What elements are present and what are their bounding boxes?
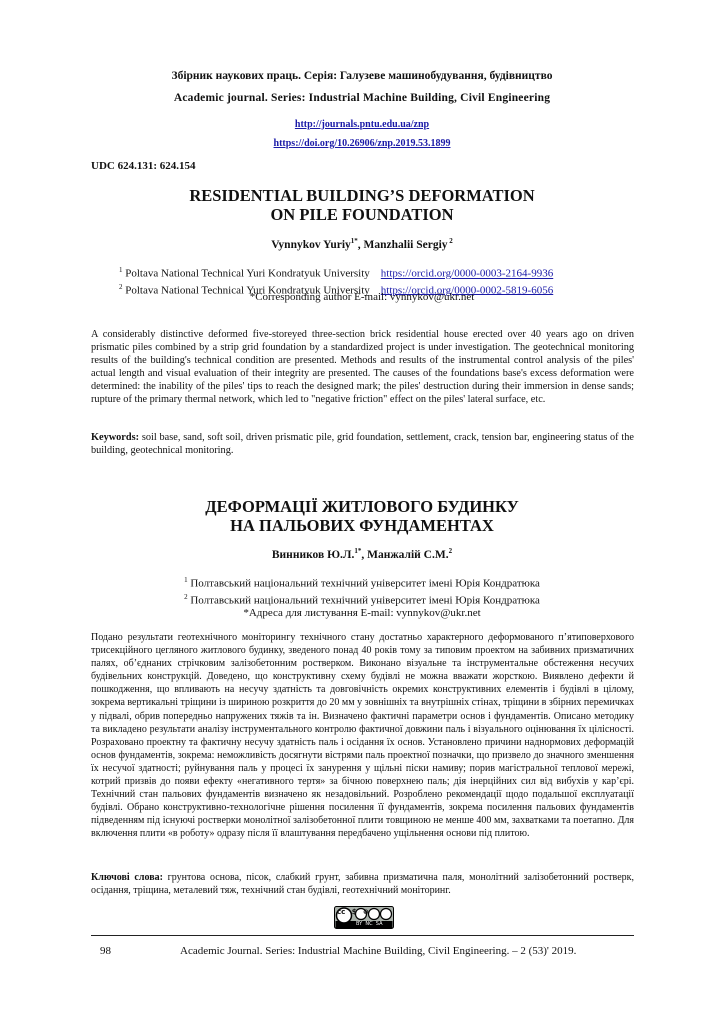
cc-license-badge[interactable]	[334, 906, 394, 929]
ukrainian-keywords-text: грунтова основа, пісок, слабкий грунт, забивна призматична паля, монолітний залізобетонний ростверк, осідання, тріщина, металевий тяж, технічний стан будівлі, геотехнічний моніторинг.	[91, 872, 634, 897]
journal-series-ua: Збірник наукових праць. Серія: Галузеве машинобудування, будівництво	[171, 70, 553, 82]
cc-badge-text: BY NC SA	[356, 921, 383, 927]
ua-aff1-number: 1	[184, 576, 188, 584]
ua-author1-superscript: 1*	[354, 547, 362, 555]
udc-code: UDC 624.131: 624.154	[91, 160, 196, 172]
author2-name: Manzhalii Sergiy	[363, 238, 448, 251]
english-affiliation-1	[119, 264, 659, 281]
english-title	[0, 186, 724, 224]
ua-author2-superscript: 2	[448, 547, 453, 555]
aff1-institution: Poltava National Technical Yuri Kondratyuk University	[122, 267, 370, 280]
ukrainian-affiliation-1	[0, 574, 724, 591]
english-title-line1: RESIDENTIAL BUILDING’S DEFORMATION	[189, 186, 535, 205]
aff2-institution: Poltava National Technical Yuri Kondratyuk University	[122, 284, 370, 297]
cc-badge-marks: cc $ ⊜	[337, 908, 369, 916]
ua-author1-name: Винников Ю.Л.	[271, 548, 355, 561]
english-title-line2: ON PILE FOUNDATION	[270, 205, 454, 224]
english-keywords-text: soil base, sand, soft soil, driven prismatic pile, grid foundation, settlement, crack, tension bar, engineering status of the building, geotechnical monitoring.	[91, 432, 634, 456]
author2-superscript: 2	[447, 237, 453, 245]
ukrainian-affiliation-2	[0, 591, 724, 608]
aff2-orcid-link[interactable]: https://orcid.org/0000-0002-5819-6056	[380, 284, 554, 297]
english-corresponding-author: *Corresponding author E-mail: vynnykov@ukr.net	[249, 291, 475, 303]
footer-journal-citation: Academic Journal. Series: Industrial Machine Building, Civil Engineering. – 2 (53)' 2019.	[180, 945, 577, 957]
english-keywords-label: Keywords:	[91, 432, 140, 443]
ukrainian-title	[0, 497, 724, 535]
doi-row	[0, 133, 724, 151]
ukrainian-authors	[0, 547, 724, 561]
english-keywords	[91, 431, 634, 457]
ukrainian-title-line2: НА ПАЛЬОВИХ ФУНДАМЕНТАХ	[230, 516, 494, 535]
doi-link[interactable]: https://doi.org/10.26906/znp.2019.53.1899	[273, 138, 451, 149]
author1-name: Vynnykov Yuriy	[271, 238, 351, 251]
ua-author2-name: Манжалій С.М.	[367, 548, 449, 561]
journal-series-en: Academic journal. Series: Industrial Machine Building, Civil Engineering	[173, 92, 551, 104]
aff2-number: 2	[119, 282, 123, 291]
footer-divider	[91, 935, 634, 936]
journal-url-link[interactable]: http://journals.pntu.edu.ua/znp	[294, 119, 430, 130]
ukrainian-keywords	[91, 871, 634, 897]
journal-url-row	[0, 114, 724, 132]
ukrainian-title-line1: ДЕФОРМАЦІЇ ЖИТЛОВОГО БУДИНКУ	[205, 497, 519, 516]
author1-superscript: 1*	[350, 237, 358, 245]
author-separator: ,	[357, 238, 364, 251]
ua-aff2-institution: Полтавський національний технічний університет імені Юрія Кондратюка	[187, 594, 540, 607]
ua-author-separator: ,	[361, 548, 368, 561]
ua-aff1-institution: Полтавський національний технічний університет імені Юрія Кондратюка	[187, 577, 540, 590]
english-authors	[0, 237, 724, 251]
ukrainian-keywords-label: Ключові слова:	[91, 872, 163, 883]
aff1-number: 1	[119, 266, 123, 274]
ua-aff2-number: 2	[184, 592, 188, 601]
ukrainian-corresponding-author: *Адреса для листування E-mail: vynnykov@ukr.net	[243, 607, 481, 620]
page-number: 98	[100, 945, 111, 957]
ukrainian-affiliations	[0, 574, 724, 620]
english-abstract: A considerably distinctive deformed five-storeyed three-section brick residential house erected over 40 years ago on driven prismatic piles combined by a strip grid foundation by a standardized project is under investigation. The geotechnical monitoring results of the building's technical condition are presented. Methods and results of the instrumental control analysis of the piles' actual length and visual evaluation of their integrity are presented. The causes of the foundations base's excess deformation were determined: the inability of the piles' tips to reach the designed mark; the piles' destruction during their immersion in dense sands; rupture of the primary thermal network, which led to "negative friction" effect on the piles' lateral surface, etc.	[91, 329, 634, 405]
aff1-orcid-link[interactable]: https://orcid.org/0000-0003-2164-9936	[380, 267, 554, 280]
ukrainian-abstract: Подано результати геотехнічного моніторингу технічного стану достатньо характерного деформованого п’ятиповерхового трисекційного цегляного житлового будинку, зведеного понад 40 років тому за типовим проектом на забивних призматичних палях, об’єднаних стрічковим залізобетонним ростверком. Виконано візуальне та інструментальне обстеження несучих будівельних конструкцій. Доведено, що конструктивну схему будівлі не можна вважати жорсткою. Виявлено дефекти й пошкодження, що впливають на несучу здатність та довговічність окремих конструктивних елементів і будівлі в цілому, зокрема вертикальні тріщини із шириною розкриття до 20 мм у зовнішніх та внутрішніх стінах, тріщини в збірних перемичках у підвалі, обрив попередньо напружених тяжів та ін. Визначено фактичні параметри основ і фундаментів. Описано методику та викладено результати аналізу інструментального контролю фактичної довжини паль і візуального оцінювання їх цілісності. Розраховано проектну та фактичну несучу здатність паль і осідання їх основ. Установлено причини наднормових деформацій основ фундаментів, зокрема: неможливість досягнути вістрями паль проектної позначки, що призвело до значного зменшення їх несучої здатності; руйнування паль у процесі їх занурення у щільні піски намиву; порив магістральної теплової мережі, котрий призвів до появи ефекту «негативного тертя» за бічною поверхнею паль; дія інерційних сил від вибухів у кар’єрі. Технічний стан пальових фундаментів визначено як незадовільний. Розроблено рекомендації щодо подальшої експлуатації будівлі. Обрано конструктивно-технологічне рішення посилення її фундаментів, зокрема посилення пальових фундаментів підведенням під існуючі ростверки монолітної залізобетонної плити товщиною не менше 400 мм, захватками та поетапно. Для включення плити «в роботу» одразу після її влаштування передбачено ущільнення основи під плитою.	[91, 632, 634, 840]
